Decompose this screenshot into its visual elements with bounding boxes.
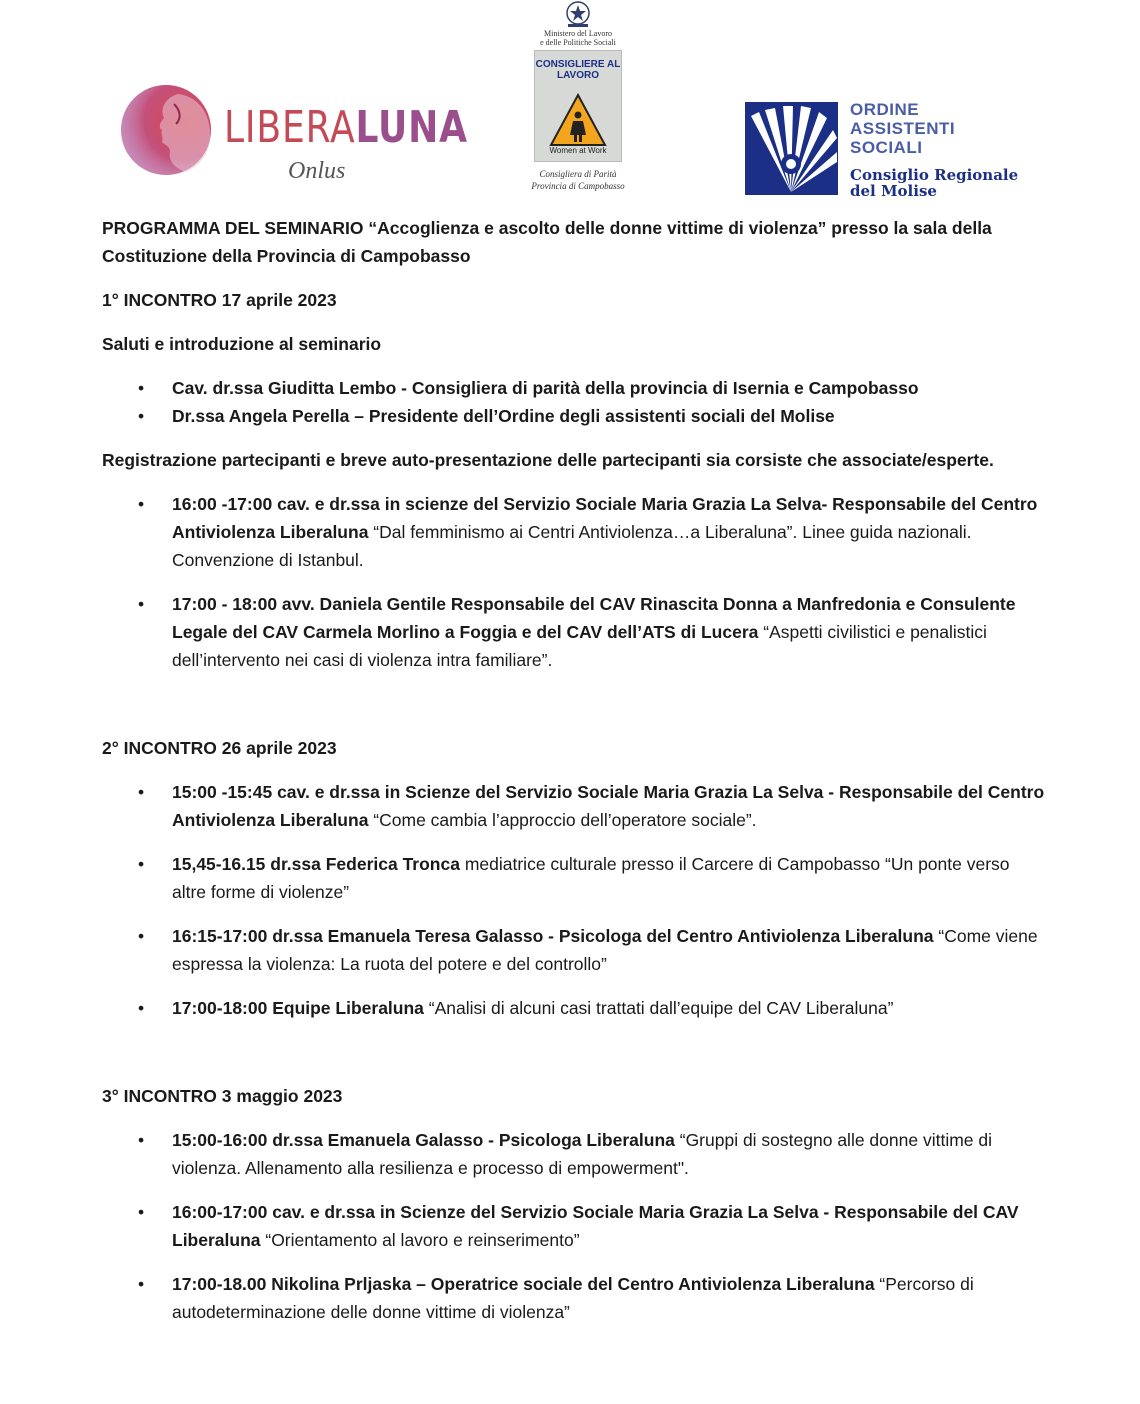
list-item (102, 402, 1047, 430)
bullet: • (138, 494, 145, 514)
consigliere-lavoro-logo (520, 0, 636, 200)
programme-title: PROGRAMMA DEL SEMINARIO “Accoglienza e ascolto delle donne vittime di violenza” presso la sala della Costituzione della Provincia di Campobasso (102, 218, 992, 266)
spacer (102, 690, 1047, 734)
spacer (102, 1038, 1047, 1082)
bullet: • (138, 406, 145, 426)
item-speaker: 17:00 - 18:00 avv. Daniela Gentile Responsabile del CAV Rinascita Donna a Manfredonia e Consulente Legale del CAV Carmela Morlino a Foggia e del CAV dell’ATS di Lucera (172, 594, 1016, 642)
liberaluna-part1: LIBERA (224, 102, 356, 153)
bullet: • (138, 1274, 145, 1294)
liberaluna-wordmark (224, 102, 468, 153)
registrazione-text: Registrazione partecipanti e breve auto-presentazione delle partecipanti sia corsiste che associate/esperte. (102, 450, 994, 470)
item-topic: “Aspetti civilistici e penalistici dell’intervento nei casi di violenza intra familiare”. (172, 622, 987, 670)
bullet: • (138, 1130, 145, 1150)
programme-content (102, 214, 1047, 1342)
header-logos (0, 0, 1140, 205)
incontro1-items (102, 490, 1047, 674)
greeter-text: Dr.ssa Angela Perella – Presidente dell’Ordine degli assistenti sociali del Molise (172, 406, 835, 426)
item-speaker: 15:00 -15:45 cav. e dr.ssa in Scienze del Servizio Sociale Maria Grazia La Selva - Responsabile del Centro Antiviolenza Liberaluna (172, 782, 1045, 830)
consigliere-box (534, 50, 622, 162)
list-item (102, 590, 1047, 674)
ordine-line2: ASSISTENTI (850, 119, 956, 138)
ministry-line1: Ministero del Lavoro (544, 29, 612, 38)
item-topic: “Analisi di alcuni casi trattati dall’equipe del CAV Liberaluna” (423, 998, 894, 1018)
republic-emblem-icon (563, 0, 593, 28)
incontro2-heading: 2° INCONTRO 26 aprile 2023 (102, 738, 337, 758)
list-item (102, 994, 1047, 1022)
item-speaker: 15,45-16.15 dr.ssa Federica Tronca (172, 854, 460, 874)
ministry-line2: e delle Politiche Sociali (540, 38, 616, 47)
greeter-text: Cav. dr.ssa Giuditta Lembo - Consigliera di parità della provincia di Isernia e Campobasso (172, 378, 919, 398)
list-item (102, 1270, 1047, 1326)
incontro3-heading: 3° INCONTRO 3 maggio 2023 (102, 1086, 343, 1106)
liberaluna-part2: LUNA (355, 102, 468, 153)
list-item (102, 922, 1047, 978)
incontro3-items (102, 1126, 1047, 1326)
ordine-assistenti-logo (745, 100, 1045, 200)
bullet: • (138, 594, 145, 614)
item-topic: “Dal femminismo ai Centri Antiviolenza…a Liberaluna”. Linee guida nazionali. Convenzione di Istanbul. (172, 522, 972, 570)
bullet: • (138, 1202, 145, 1222)
consigliera-line2: Provincia di Campobasso (531, 181, 625, 191)
bullet: • (138, 782, 145, 802)
greeters-list (102, 374, 1047, 430)
warning-sign-icon (549, 93, 607, 147)
ordine-line4: Consiglio Regionale (850, 166, 1019, 184)
consigliera-line1: Consigliera di Parità (539, 169, 617, 179)
liberaluna-logo (120, 80, 468, 190)
item-topic: “Come cambia l’approccio dell’operatore sociale”. (368, 810, 757, 830)
list-item (102, 374, 1047, 402)
consigliera-caption (520, 168, 636, 192)
list-item (102, 778, 1047, 834)
woman-profile-icon (120, 84, 212, 176)
bullet: • (138, 926, 145, 946)
incontro2-items (102, 778, 1047, 1022)
bullet: • (138, 998, 145, 1018)
item-speaker: 16:15-17:00 dr.ssa Emanuela Teresa Galasso - Psicologa del Centro Antiviolenza Liberaluna (172, 926, 934, 946)
consigliere-box-caption: Women at Work (549, 146, 607, 155)
item-speaker: 17:00-18.00 Nikolina Prljaska – Operatrice sociale del Centro Antiviolenza Liberaluna (172, 1274, 875, 1294)
ordine-line3: SOCIALI (850, 138, 923, 157)
bullet: • (138, 378, 145, 398)
item-speaker: 16:00-17:00 cav. e dr.ssa in Scienze del Servizio Sociale Maria Grazia La Selva - Responsabile del CAV Liberaluna (172, 1202, 1019, 1250)
saluti-heading: Saluti e introduzione al seminario (102, 334, 382, 354)
ordine-line5: del Molise (850, 182, 937, 200)
item-speaker: 17:00-18:00 Equipe Liberaluna (172, 998, 424, 1018)
consigliere-box-title: CONSIGLIERE AL LAVORO (535, 59, 621, 81)
liberaluna-subtitle: Onlus (288, 158, 346, 184)
list-item (102, 1126, 1047, 1182)
incontro1-heading: 1° INCONTRO 17 aprile 2023 (102, 290, 337, 310)
item-topic: mediatrice culturale presso il Carcere di Campobasso “Un ponte verso altre forme di violenze” (172, 854, 1010, 902)
ordine-text (850, 100, 1018, 199)
list-item (102, 850, 1047, 906)
item-topic: “Come viene espressa la violenza: La ruota del potere e del controllo” (172, 926, 1038, 974)
item-topic: “Percorso di autodeterminazione delle donne vittime di violenza” (172, 1274, 974, 1322)
ordine-line1: ORDINE (850, 100, 920, 119)
item-speaker: 16:00 -17:00 cav. e dr.ssa in scienze del Servizio Sociale Maria Grazia La Selva- Responsabile del Centro Antiviolenza Liberaluna (172, 494, 1038, 542)
bullet: • (138, 854, 145, 874)
list-item (102, 1198, 1047, 1254)
list-item (102, 490, 1047, 574)
ordine-shell-icon (745, 102, 838, 195)
item-topic: “Gruppi di sostegno alle donne vittime di violenza. Allenamento alla resilienza e processo di empowerment". (172, 1130, 992, 1178)
ministry-text (520, 29, 636, 47)
item-topic: “Orientamento al lavoro e reinserimento” (260, 1230, 580, 1250)
item-speaker: 15:00-16:00 dr.ssa Emanuela Galasso - Psicologa Liberaluna (172, 1130, 675, 1150)
